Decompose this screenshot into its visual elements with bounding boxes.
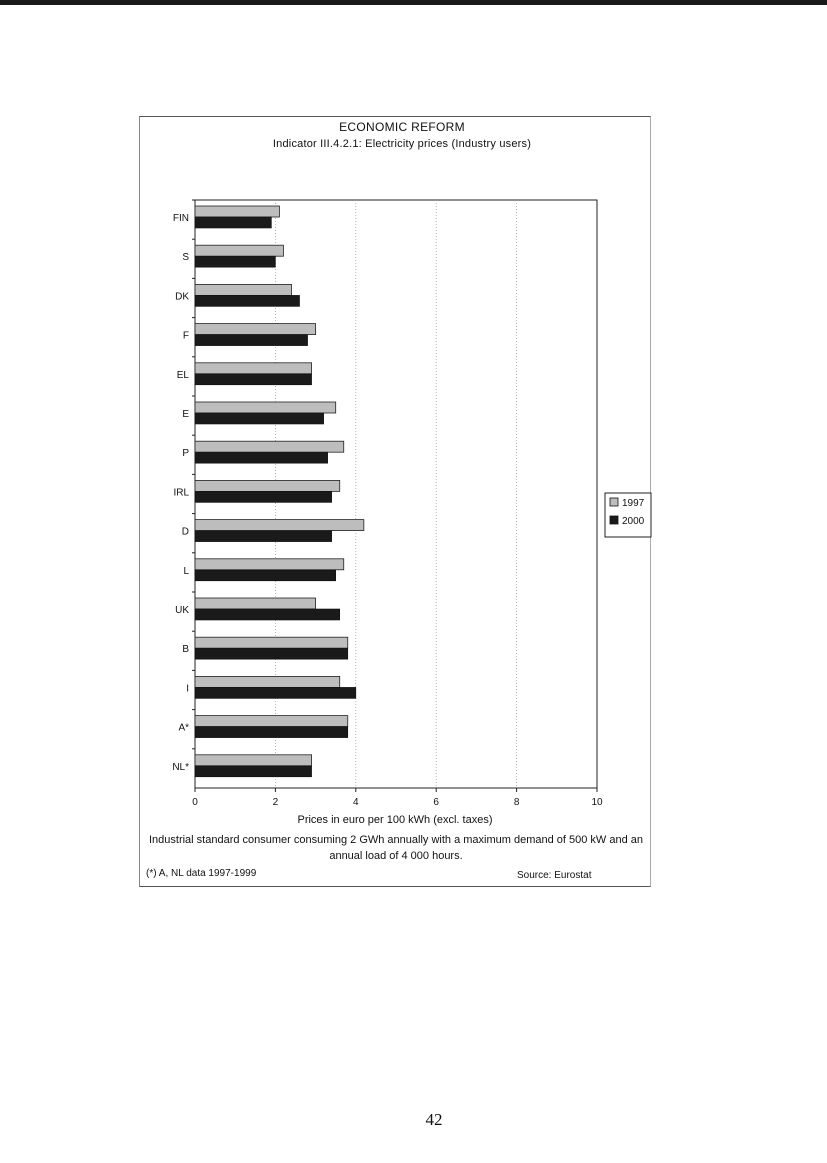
legend-swatch-2000 <box>610 516 618 524</box>
category-label: I <box>186 683 189 695</box>
bar-1997 <box>195 284 291 295</box>
bar-2000 <box>195 413 324 424</box>
category-label: IRL <box>173 487 189 499</box>
bar-1997 <box>195 206 279 217</box>
bar-1997 <box>195 520 364 531</box>
bar-2000 <box>195 491 332 502</box>
bar-2000 <box>195 335 308 346</box>
bar-1997 <box>195 598 316 609</box>
category-label: UK <box>175 605 189 616</box>
category-label: B <box>182 644 189 656</box>
chart-note: Industrial standard consumer consuming 2 GWh annually with a maximum demand of 500 kW and an annual load of 4 000 hours. <box>148 834 644 862</box>
x-tick-label: 6 <box>433 797 439 808</box>
x-tick-label: 8 <box>513 797 520 808</box>
chart-footnote: (*) A, NL data 1997-1999 <box>146 868 257 879</box>
bar-2000 <box>195 452 328 463</box>
category-label: P <box>182 448 189 460</box>
bar-1997 <box>195 245 283 256</box>
category-label: EL <box>176 369 189 381</box>
bar-1997 <box>195 402 336 413</box>
category-label: NL* <box>172 761 189 773</box>
bar-1997 <box>195 755 312 766</box>
chart-subtitle: Indicator III.4.2.1: Electricity prices (Industry users) <box>272 138 532 150</box>
category-label: E <box>182 409 189 420</box>
x-tick-label: 10 <box>591 797 603 808</box>
x-tick-label: 2 <box>272 797 279 808</box>
legend-label-2000: 2000 <box>622 516 645 527</box>
category-label: S <box>182 252 189 264</box>
category-label: DK <box>175 291 189 303</box>
bar-2000 <box>195 374 312 385</box>
bar-1997 <box>195 559 344 570</box>
bar-2000 <box>195 256 275 267</box>
category-label: D <box>181 526 189 538</box>
category-label: FIN <box>172 213 189 224</box>
page-number: 42 <box>425 1110 443 1129</box>
bar-2000 <box>195 687 356 698</box>
category-label: A* <box>178 722 189 734</box>
x-axis-label: Prices in euro per 100 kWh (excl. taxes) <box>297 814 493 826</box>
bar-1997 <box>195 324 316 335</box>
bar-2000 <box>195 727 348 738</box>
bar-1997 <box>195 480 340 491</box>
bar-1997 <box>195 676 340 687</box>
bar-1997 <box>195 363 312 374</box>
bar-2000 <box>195 570 336 581</box>
bar-2000 <box>195 295 300 306</box>
bar-1997 <box>195 441 344 452</box>
chart-title: ECONOMIC REFORM <box>339 120 465 134</box>
bar-2000 <box>195 531 332 542</box>
bar-2000 <box>195 217 271 228</box>
bar-2000 <box>195 609 340 620</box>
x-tick-label: 0 <box>192 797 198 808</box>
bar-1997 <box>195 637 348 648</box>
bar-1997 <box>195 716 348 727</box>
category-label: L <box>183 565 189 577</box>
category-label: F <box>182 330 189 342</box>
bar-2000 <box>195 766 312 777</box>
x-tick-label: 4 <box>353 797 359 808</box>
legend-swatch-1997 <box>610 498 618 506</box>
legend-label-1997: 1997 <box>622 498 645 509</box>
chart-source: Source: Eurostat <box>517 870 592 881</box>
bar-2000 <box>195 648 348 659</box>
